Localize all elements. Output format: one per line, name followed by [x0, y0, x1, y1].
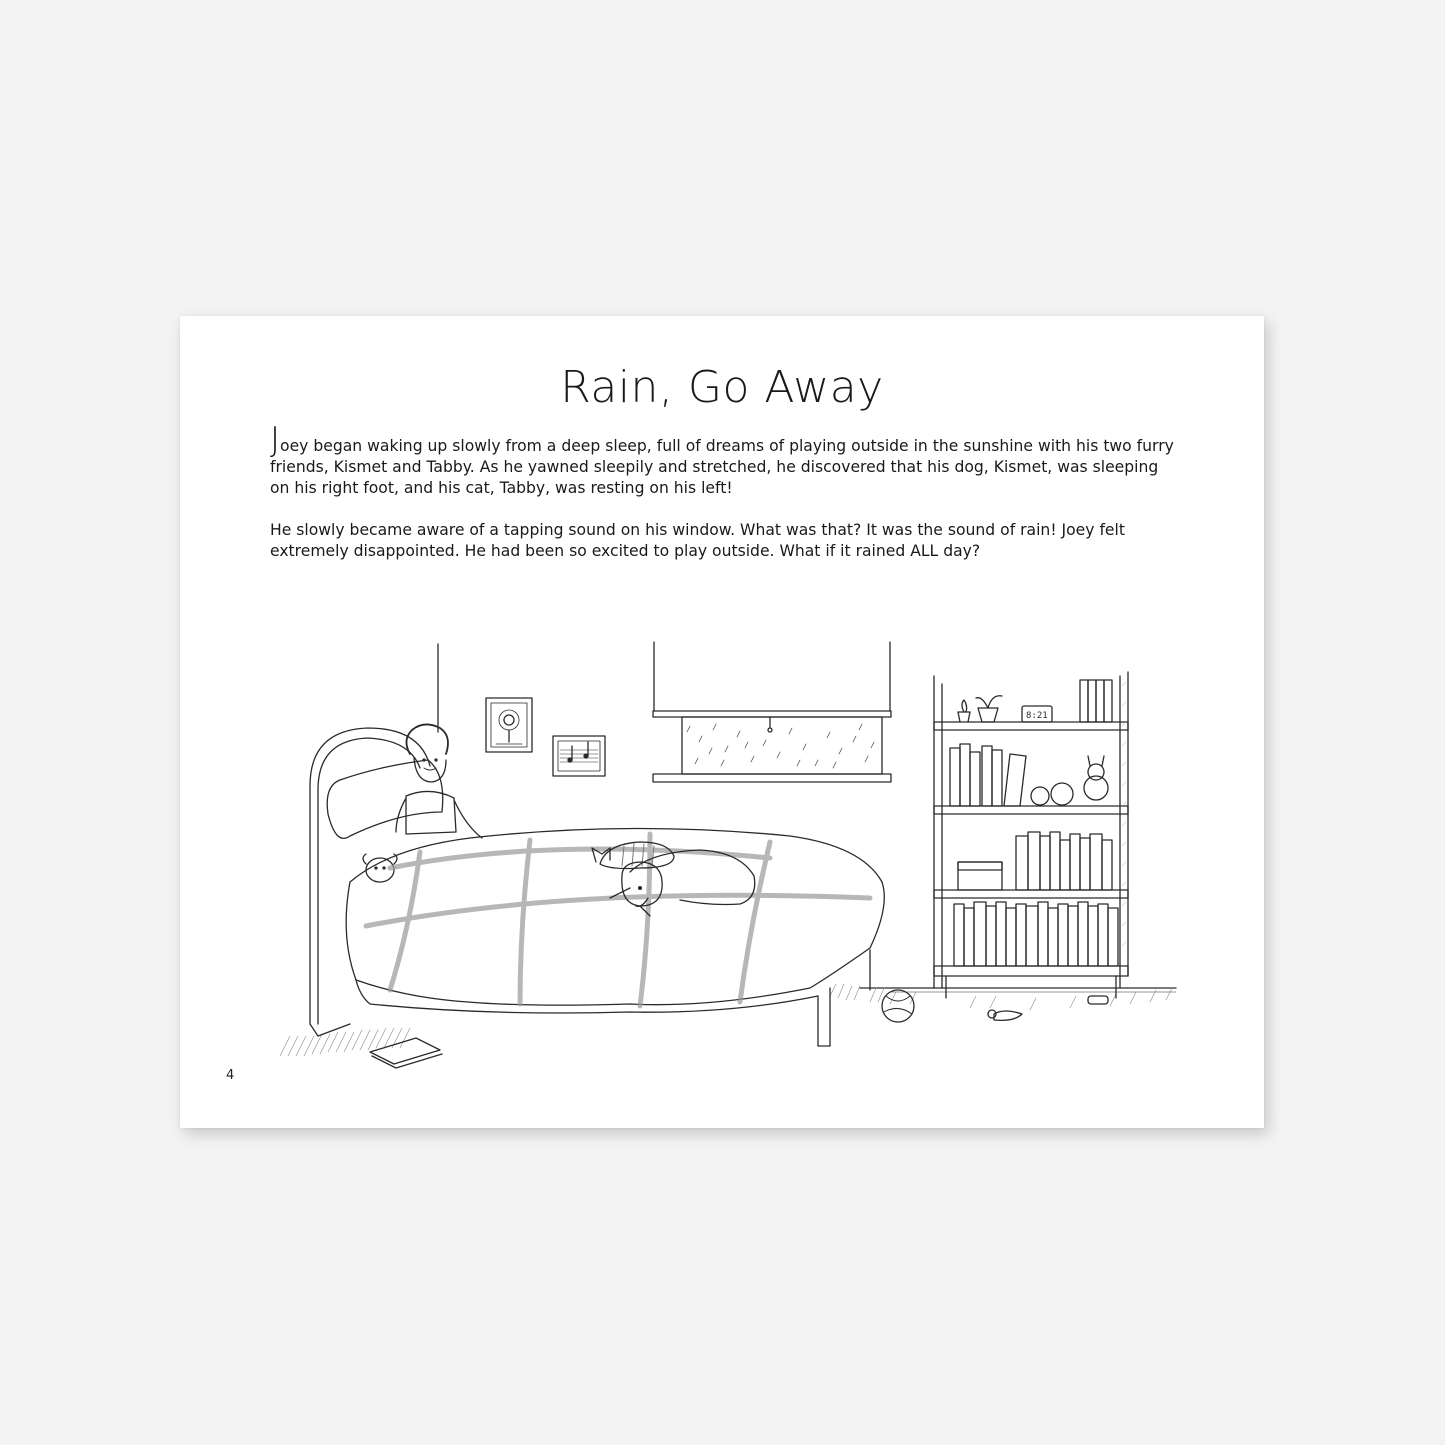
bedroom-illustration: [270, 636, 1180, 1076]
rainy-window: [653, 642, 891, 782]
page-title: Rain, Go Away: [560, 362, 884, 413]
story-paragraph-2: He slowly became aware of a tapping sound on his window. What was that? It was the sound of rain! Joey felt extremely disappointed. He had been so excited to play outside. What if it rained ALL day?: [270, 521, 1125, 560]
boy-character: [396, 724, 482, 838]
pillow: [327, 760, 443, 838]
alarm-clock-display: 8:21: [1026, 711, 1048, 721]
story-paragraph-1: [270, 420, 1180, 499]
drop-cap: J: [270, 420, 281, 460]
dog-kismet: [610, 850, 755, 916]
floor-toys: [988, 996, 1108, 1020]
bookshelf: [934, 672, 1128, 998]
paragraph-1-text: oey began waking up slowly from a deep sleep, full of dreams of playing outside in the sunshine with his two furry friends, Kismet and Tabby. As he yawned sleepily and stretched, he discovered that his dog, Kismet, was sleeping on his right foot, and his cat, Tabby, was resting on his left!: [270, 437, 1174, 497]
story-text: [270, 420, 1180, 583]
music-picture-frame: [553, 736, 605, 776]
bed-blanket: [346, 828, 884, 1046]
book-page: [180, 316, 1264, 1128]
page-number: 4: [226, 1068, 235, 1083]
bed-headboard: [310, 728, 430, 1036]
flower-picture-frame: [486, 698, 532, 752]
toy-ball: [882, 990, 914, 1022]
book-on-floor: [370, 1038, 442, 1068]
